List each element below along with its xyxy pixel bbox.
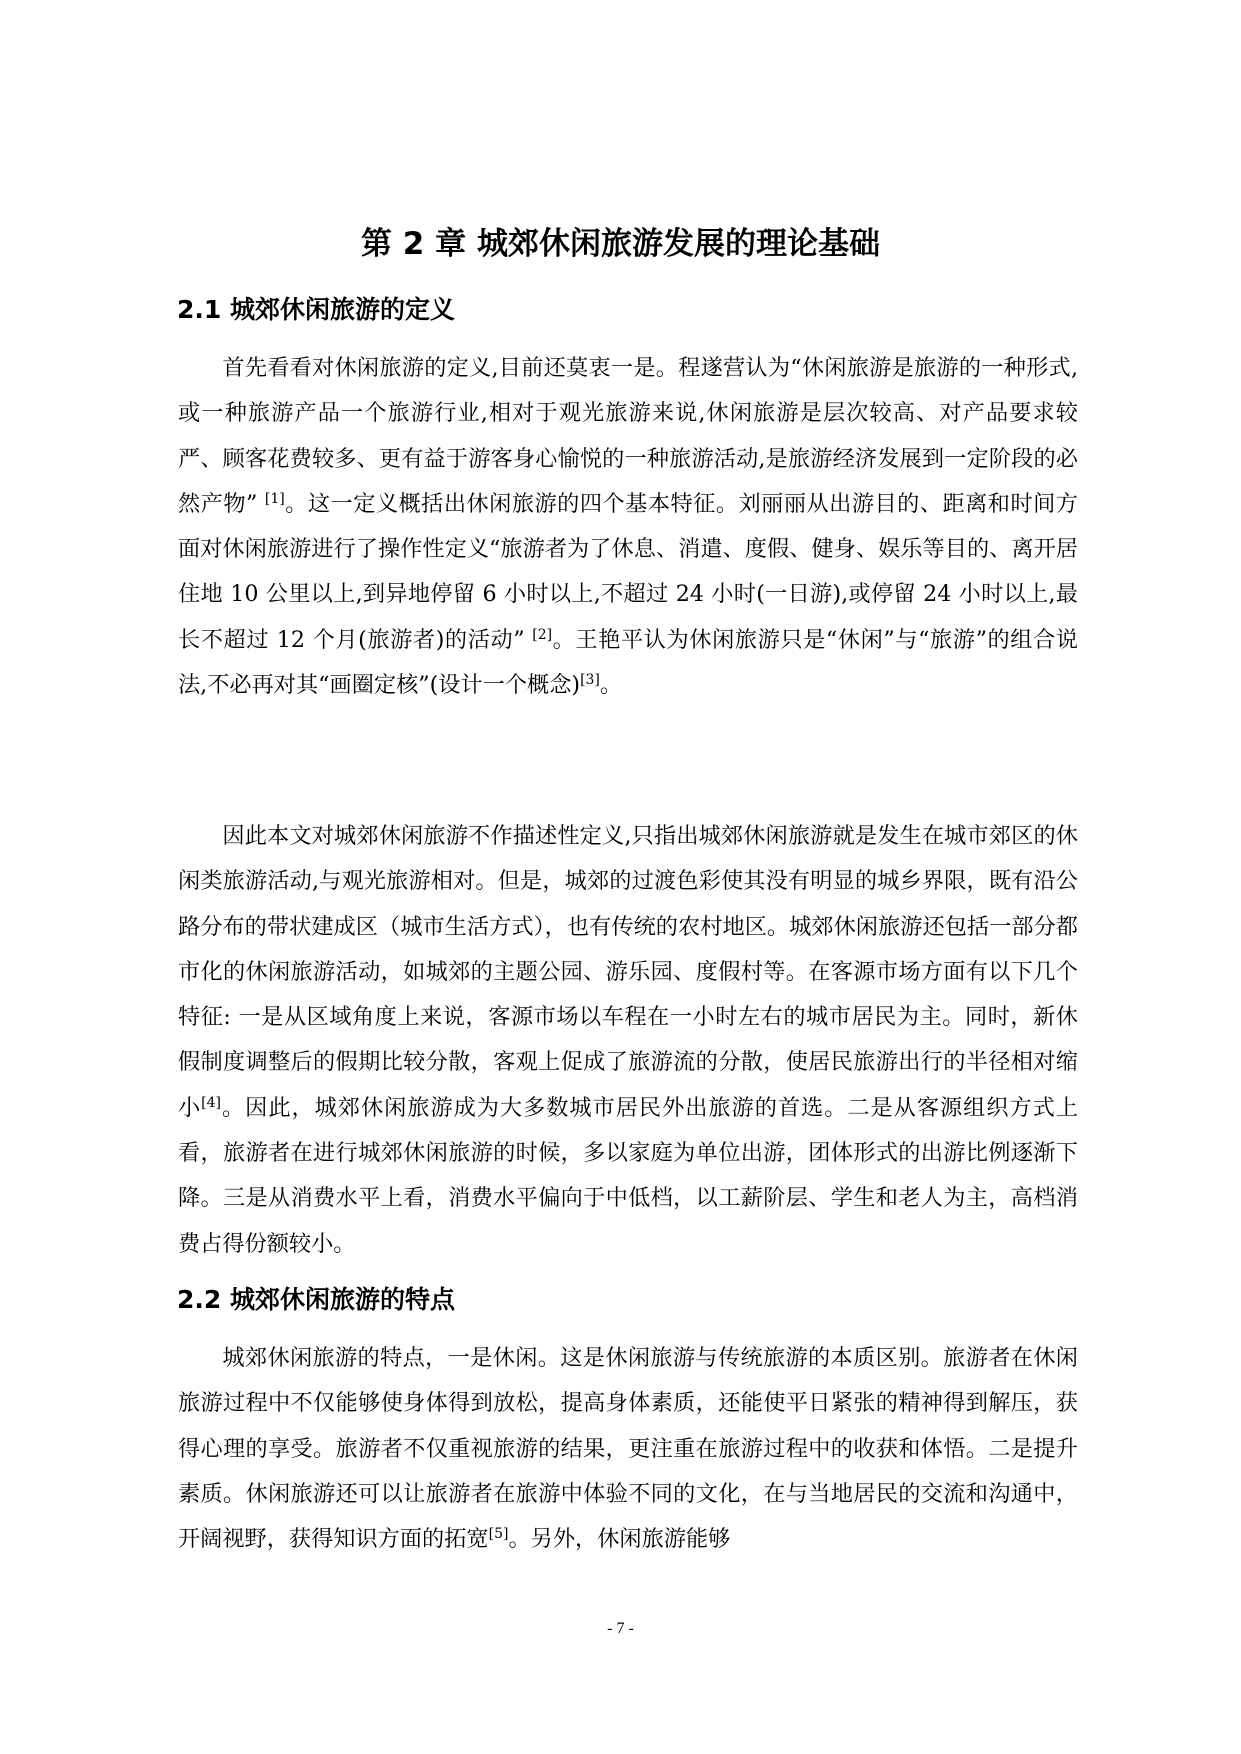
text-segment: 。另外，休闲旅游能够: [508, 1526, 731, 1553]
chapter-title: 第 2 章 城郊休闲旅游发展的理论基础: [361, 226, 880, 262]
text-segment: 城郊休闲旅游的特点，一是休闲。这是休闲旅游与传统旅游的本质区别。旅游者在休闲旅游过程中不仅能够使身体得到放松，提高身体素质，还能使平日紧张的精神得到解压，获得心理的享受。旅游者不仅重视旅游的结果，更注重在旅游过程中的收获和体悟。二是提升素质。休闲旅游还可以让旅游者在旅游中体验不同的文化，在与当地居民的交流和沟通中，开阔视野，获得知识方面的拓宽: [178, 1345, 1078, 1553]
text-segment: 。: [599, 672, 623, 699]
citation-ref-5: [5]: [488, 1526, 509, 1543]
citation-ref-3: [3]: [580, 672, 600, 689]
text-segment: 。王艳平认为休闲旅游只是“休闲”与“旅游”的组合说法,不必再对其“画圈定核”(设计一个概念): [178, 626, 1078, 699]
text-segment: 。因此，城郊休闲旅游成为大多数城市居民外出旅游的首选。二是从客源组织方式上看，旅游者在进行城郊休闲旅游的时候，多以家庭为单位出游，团体形式的出游比例逐渐下降。三是从消费水平上看，消费水平偏向于中低档，以工薪阶层、学生和老人为主，高档消费占得份额较小。: [178, 1094, 1079, 1257]
text-segment: 首先看看对休闲旅游的定义,目前还莫衷一是。程遂营认为“休闲旅游是旅游的一种形式,或一种旅游产品一个旅游行业,相对于观光旅游来说,休闲旅游是层次较高、对产品要求较严、顾客花费较多、更有益于游客身心愉悦的一种旅游活动,是旅游经济发展到一定阶段的必然产物”: [178, 355, 1078, 517]
text-segment: 。这一定义概括出休闲旅游的四个基本特征。刘丽丽从出游目的、距离和时间方面对休闲旅游进行了操作性定义“旅游者为了休息、消遣、度假、健身、娱乐等目的、离开居住地 10 公里以上,到异地停留 6 小时以上,不超过 24 小时(一日游),或停留 24 小时以上,最长不超过 12 个月(旅游者)的活动”: [178, 490, 1078, 653]
paragraph-features-1: [178, 1336, 1078, 1562]
text-segment: 因此本文对城郊休闲旅游不作描述性定义,只指出城郊休闲旅游就是发生在城市郊区的休闲类旅游活动,与观光旅游相对。但是，城郊的过渡色彩使其没有明显的城乡界限，既有沿公路分布的带状建成区（城市生活方式），也有传统的农村地区。城郊休闲旅游还包括一部分都市化的休闲旅游活动，如城郊的主题公园、游乐园、度假村等。在客源市场方面有以下几个特征: 一是从区域角度上来说，客源市场以车程在一小时左右的城市居民为主。同时，新休假制度调整后的假期比较分散，客观上促成了旅游流的分散，使居民旅游出行的半径相对缩小: [178, 823, 1078, 1121]
paragraph-definition-2: [178, 814, 1078, 1267]
citation-ref-4: [4]: [201, 1094, 222, 1111]
citation-ref-1: [1]: [264, 490, 285, 507]
section-heading-2-1: 2.1 城郊休闲旅游的定义: [177, 295, 455, 324]
paragraph-definition-1: [178, 346, 1078, 708]
section-heading-2-2: 2.2 城郊休闲旅游的特点: [177, 1285, 455, 1314]
page-number: - 7 -: [607, 1620, 634, 1637]
citation-ref-2: [2]: [532, 626, 553, 643]
